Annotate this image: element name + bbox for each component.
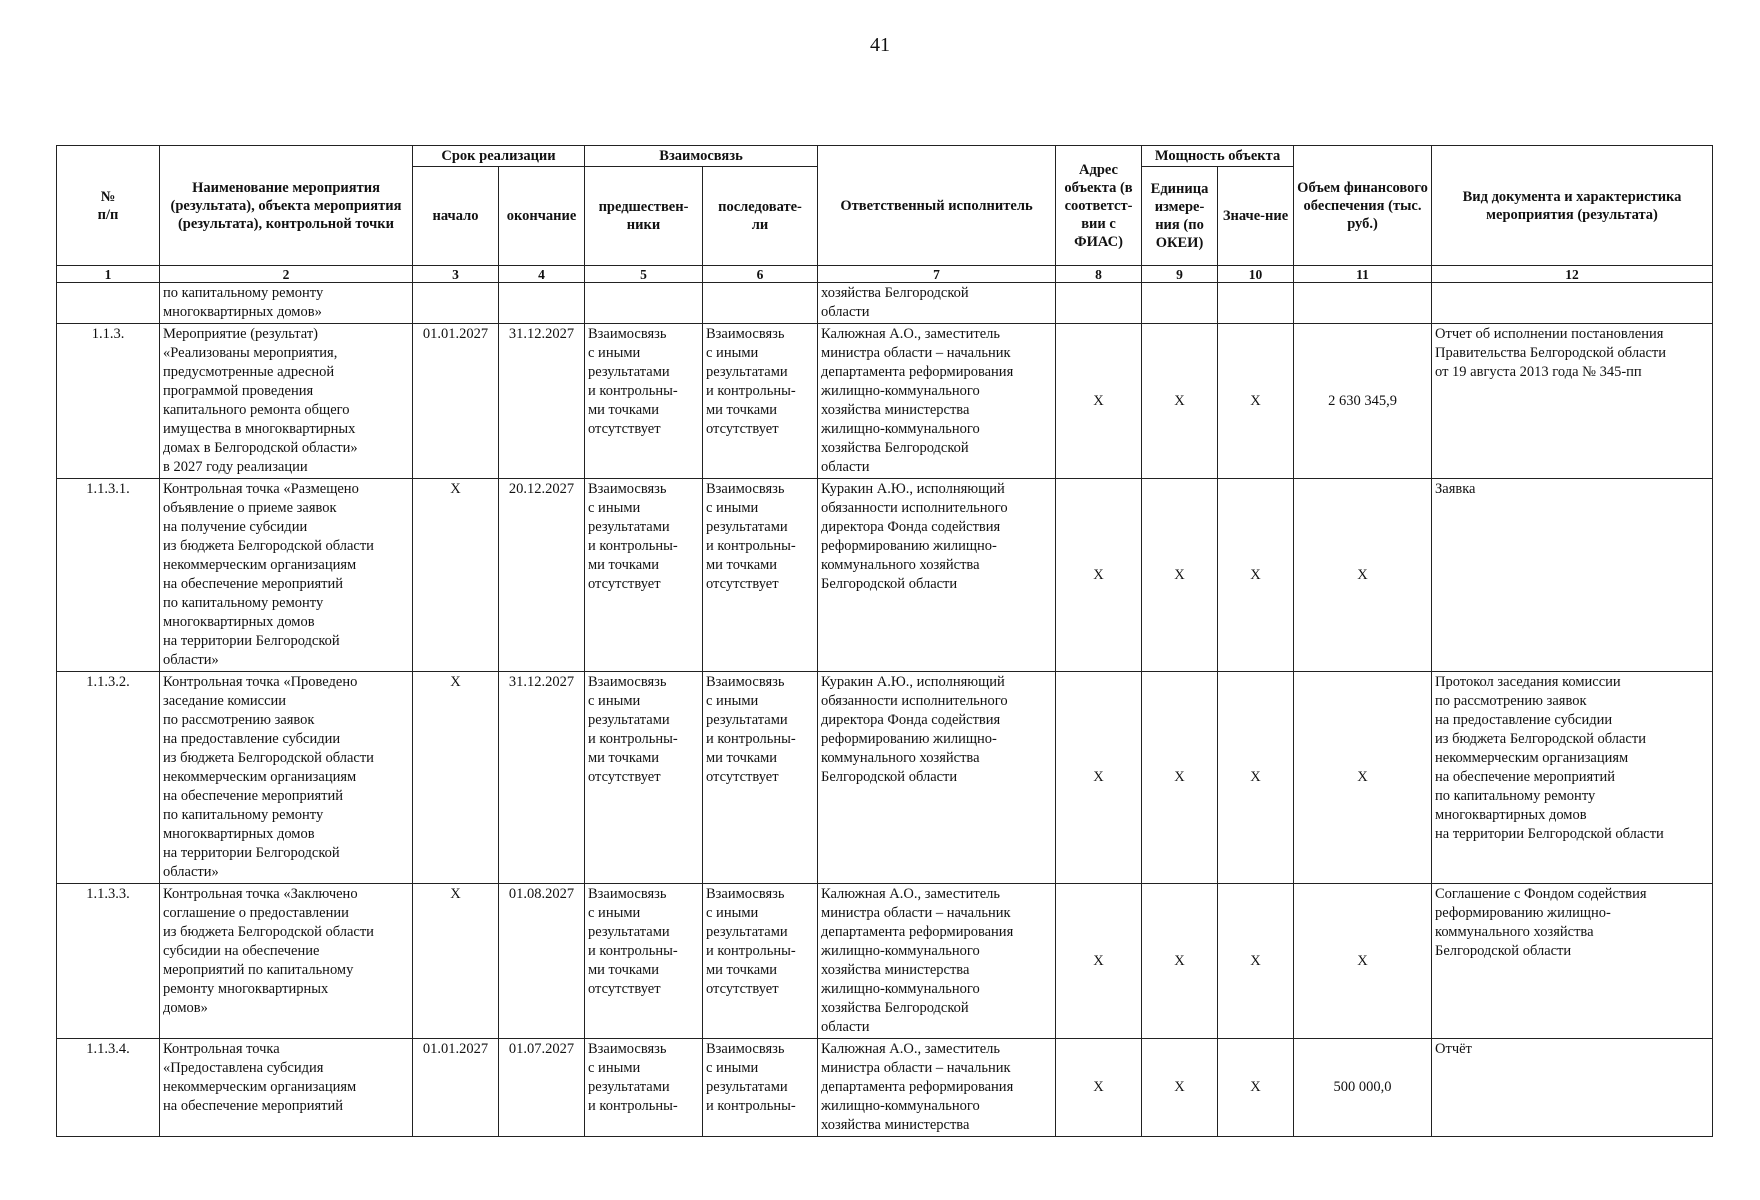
header-relation: Взаимосвязь (585, 146, 818, 167)
row-value (1218, 283, 1294, 324)
row-successors: Взаимосвязь с иными результатами и контрольны- ми точками отсутствует (703, 672, 818, 884)
row-executor: Куракин А.Ю., исполняющий обязанности исполнительного директора Фонда содействия реформированию жилищно- коммунального хозяйства Белгородской области (818, 479, 1056, 672)
row-name: по капитальному ремонту многоквартирных домов» (160, 283, 413, 324)
row-executor: Калюжная А.О., заместитель министра области – начальник департамента реформирования жилищно-коммунального хозяйства министерства жилищно-коммунального хозяйства Белгородской области (818, 884, 1056, 1039)
row-doc-type: Протокол заседания комиссии по рассмотрению заявок на предоставление субсидии из бюджета Белгородской области некоммерческим организациям на обеспечение мероприятий по капитальному ремонту многоквартирных домов на территории Белгородской области (1432, 672, 1713, 884)
row-number: 1.1.3.1. (57, 479, 160, 672)
row-number: 1.1.3.2. (57, 672, 160, 884)
header-predecessors: предшествен- ники (585, 167, 703, 266)
row-end-date: 01.08.2027 (499, 884, 585, 1039)
column-number-cell: 5 (585, 266, 703, 283)
row-number: 1.1.3. (57, 324, 160, 479)
row-value: Х (1218, 1039, 1294, 1137)
header-name: Наименование мероприятия (результата), объекта мероприятия (результата), контрольной точки (160, 146, 413, 266)
row-finance: Х (1294, 672, 1432, 884)
row-doc-type: Отчёт (1432, 1039, 1713, 1137)
row-end-date (499, 283, 585, 324)
row-name: Контрольная точка «Размещено объявление о приеме заявок на получение субсидии из бюджета Белгородской области некоммерческим организациям на обеспечение мероприятий по капитальному ремонту многоквартирных домов на территории Белгородской области» (160, 479, 413, 672)
row-successors (703, 283, 818, 324)
row-start-date: Х (413, 884, 499, 1039)
column-number-cell: 6 (703, 266, 818, 283)
row-address: Х (1056, 884, 1142, 1039)
row-start-date: Х (413, 672, 499, 884)
row-predecessors (585, 283, 703, 324)
row-executor: Калюжная А.О., заместитель министра области – начальник департамента реформирования жилищно-коммунального хозяйства министерства жилищно-коммунального хозяйства Белгородской области (818, 324, 1056, 479)
row-name: Мероприятие (результат) «Реализованы мероприятия, предусмотренные адресной программой проведения капитального ремонта общего имущества в многоквартирных домах в Белгородской области» в 2027 году реализации (160, 324, 413, 479)
row-finance: Х (1294, 884, 1432, 1039)
row-address (1056, 283, 1142, 324)
row-unit: Х (1142, 324, 1218, 479)
header-doc-type: Вид документа и характеристика мероприятия (результата) (1432, 146, 1713, 266)
row-address: Х (1056, 479, 1142, 672)
row-start-date: 01.01.2027 (413, 324, 499, 479)
table-row (57, 324, 1713, 479)
row-number: 1.1.3.4. (57, 1039, 160, 1137)
column-number-cell: 12 (1432, 266, 1713, 283)
header-num: № п/п (57, 146, 160, 266)
row-end-date: 31.12.2027 (499, 672, 585, 884)
header-executor: Ответственный исполнитель (818, 146, 1056, 266)
plan-table (56, 145, 1713, 1137)
column-number-cell: 4 (499, 266, 585, 283)
row-finance: Х (1294, 479, 1432, 672)
row-start-date: Х (413, 479, 499, 672)
row-doc-type: Соглашение с Фондом содействия реформированию жилищно- коммунального хозяйства Белгородской области (1432, 884, 1713, 1039)
table-row (57, 1039, 1713, 1137)
header-capacity: Мощность объекта (1142, 146, 1294, 167)
row-predecessors: Взаимосвязь с иными результатами и контрольны- ми точками отсутствует (585, 884, 703, 1039)
row-end-date: 01.07.2027 (499, 1039, 585, 1137)
header-finance: Объем финансового обеспечения (тыс. руб.) (1294, 146, 1432, 266)
column-number-row (57, 266, 1713, 283)
row-unit: Х (1142, 672, 1218, 884)
row-end-date: 20.12.2027 (499, 479, 585, 672)
row-executor: хозяйства Белгородской области (818, 283, 1056, 324)
table-row (57, 479, 1713, 672)
table-row (57, 672, 1713, 884)
row-successors: Взаимосвязь с иными результатами и контрольны- (703, 1039, 818, 1137)
row-address: Х (1056, 324, 1142, 479)
row-address: Х (1056, 1039, 1142, 1137)
row-doc-type (1432, 283, 1713, 324)
header-unit: Единица измере-ния (по ОКЕИ) (1142, 167, 1218, 266)
table-row (57, 283, 1713, 324)
header-successors: последовате- ли (703, 167, 818, 266)
row-value: Х (1218, 324, 1294, 479)
row-end-date: 31.12.2027 (499, 324, 585, 479)
header-start: начало (413, 167, 499, 266)
row-predecessors: Взаимосвязь с иными результатами и контрольны- ми точками отсутствует (585, 479, 703, 672)
row-unit (1142, 283, 1218, 324)
row-value: Х (1218, 479, 1294, 672)
column-number-cell: 8 (1056, 266, 1142, 283)
row-executor: Калюжная А.О., заместитель министра области – начальник департамента реформирования жилищно-коммунального хозяйства министерства (818, 1039, 1056, 1137)
row-unit: Х (1142, 1039, 1218, 1137)
column-number-cell: 9 (1142, 266, 1218, 283)
row-finance: 2 630 345,9 (1294, 324, 1432, 479)
row-successors: Взаимосвязь с иными результатами и контрольны- ми точками отсутствует (703, 884, 818, 1039)
page-number: 41 (870, 34, 890, 56)
column-number-cell: 11 (1294, 266, 1432, 283)
header-value: Значе-ние (1218, 167, 1294, 266)
row-doc-type: Отчет об исполнении постановления Правительства Белгородской области от 19 августа 2013 года № 345-пп (1432, 324, 1713, 479)
column-number-cell: 10 (1218, 266, 1294, 283)
row-successors: Взаимосвязь с иными результатами и контрольны- ми точками отсутствует (703, 479, 818, 672)
row-predecessors: Взаимосвязь с иными результатами и контрольны- ми точками отсутствует (585, 324, 703, 479)
header-address: Адрес объекта (в соответст-вии с ФИАС) (1056, 146, 1142, 266)
row-predecessors: Взаимосвязь с иными результатами и контрольны- (585, 1039, 703, 1137)
row-doc-type: Заявка (1432, 479, 1713, 672)
row-unit: Х (1142, 884, 1218, 1039)
column-number-cell: 3 (413, 266, 499, 283)
row-executor: Куракин А.Ю., исполняющий обязанности исполнительного директора Фонда содействия реформированию жилищно- коммунального хозяйства Белгородской области (818, 672, 1056, 884)
row-name: Контрольная точка «Заключено соглашение о предоставлении из бюджета Белгородской области субсидии на обеспечение мероприятий по капитальному ремонту многоквартирных домов» (160, 884, 413, 1039)
row-start-date: 01.01.2027 (413, 1039, 499, 1137)
column-number-cell: 1 (57, 266, 160, 283)
row-name: Контрольная точка «Предоставлена субсидия некоммерческим организациям на обеспечение мероприятий (160, 1039, 413, 1137)
column-number-cell: 2 (160, 266, 413, 283)
row-value: Х (1218, 672, 1294, 884)
row-name: Контрольная точка «Проведено заседание комиссии по рассмотрению заявок на предоставление субсидии из бюджета Белгородской области некоммерческим организациям на обеспечение мероприятий по капитальному ремонту многоквартирных домов на территории Белгородской области» (160, 672, 413, 884)
table-body (57, 283, 1713, 1137)
table-row (57, 884, 1713, 1039)
row-predecessors: Взаимосвязь с иными результатами и контрольны- ми точками отсутствует (585, 672, 703, 884)
row-unit: Х (1142, 479, 1218, 672)
row-finance (1294, 283, 1432, 324)
row-number (57, 283, 160, 324)
row-start-date (413, 283, 499, 324)
row-address: Х (1056, 672, 1142, 884)
row-successors: Взаимосвязь с иными результатами и контрольны- ми точками отсутствует (703, 324, 818, 479)
row-finance: 500 000,0 (1294, 1039, 1432, 1137)
row-value: Х (1218, 884, 1294, 1039)
row-number: 1.1.3.3. (57, 884, 160, 1039)
header-period: Срок реализации (413, 146, 585, 167)
header-end: окончание (499, 167, 585, 266)
column-number-cell: 7 (818, 266, 1056, 283)
